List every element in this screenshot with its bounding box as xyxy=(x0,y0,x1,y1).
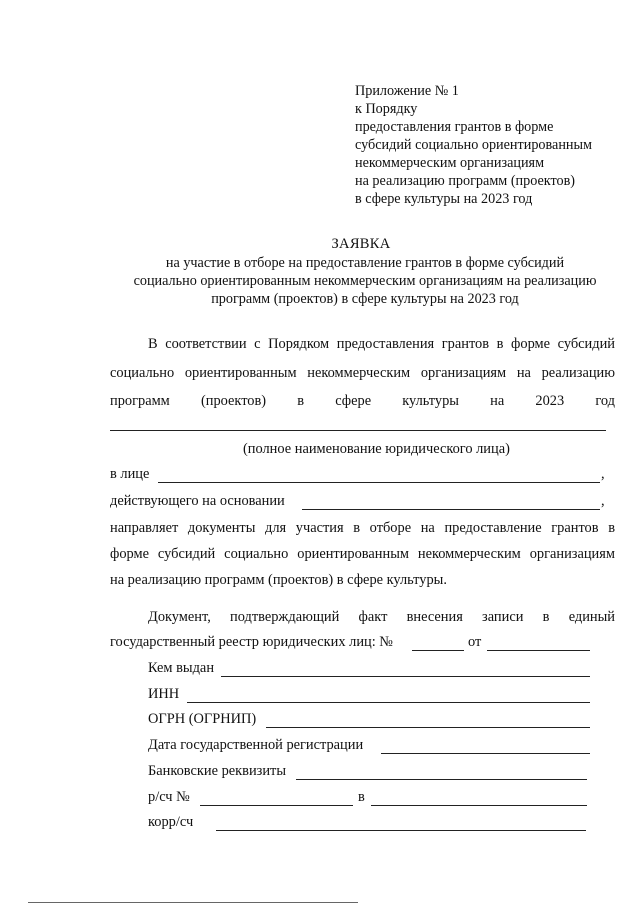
doc-line: государственный реестр юридических лиц: № xyxy=(110,634,394,650)
annex-line: Приложение № 1 xyxy=(355,83,459,99)
account-label: р/сч № xyxy=(148,789,190,805)
bank-details-label: Банковские реквизиты xyxy=(148,763,286,779)
intro-line: социально ориентированным некоммерческим организациям на реализацию xyxy=(110,365,615,381)
in-person-label: в лице xyxy=(110,466,150,482)
submits-line: форме субсидий социально ориентированным некоммерческим организациям xyxy=(110,546,615,562)
inn-field[interactable] xyxy=(187,702,590,703)
inn-label: ИНН xyxy=(148,686,180,702)
intro-line: программ (проектов) в сфере культуры на 2023 год xyxy=(110,393,615,409)
legal-name-field[interactable] xyxy=(110,430,606,431)
reg-date-field[interactable] xyxy=(381,753,590,754)
subtitle-line: на участие в отборе на предоставление грантов в форме субсидий xyxy=(165,255,565,271)
annex-block xyxy=(355,82,592,208)
issued-by-field[interactable] xyxy=(221,676,590,677)
doc-line: Документ, подтверждающий факт внесения записи в единый xyxy=(148,609,615,625)
subtitle-line: программ (проектов) в сфере культуры на 2023 год xyxy=(211,291,519,307)
submits-line: направляет документы для участия в отборе на предоставление грантов в xyxy=(110,520,615,536)
legal-name-caption: (полное наименование юридического лица) xyxy=(243,441,510,457)
registry-date-field[interactable] xyxy=(487,650,590,651)
annex-line: субсидий социально ориентированным xyxy=(355,137,593,153)
corr-account-field[interactable] xyxy=(216,830,586,831)
bank-details-field[interactable] xyxy=(296,779,587,780)
subtitle-line: социально ориентированным некоммерческим организациям на реализацию xyxy=(133,273,597,289)
annex-line: к Порядку xyxy=(355,101,418,117)
document-title: ЗАЯВКА xyxy=(331,236,391,252)
in-person-field[interactable] xyxy=(158,482,600,483)
comma: , xyxy=(601,466,605,482)
ogrn-field[interactable] xyxy=(266,727,590,728)
comma: , xyxy=(601,493,605,509)
corr-account-label: корр/сч xyxy=(148,814,194,830)
account-field[interactable] xyxy=(200,805,353,806)
annex-line: некоммерческим организациям xyxy=(355,155,545,171)
submits-line: на реализацию программ (проектов) в сфере культуры. xyxy=(110,572,447,588)
ogrn-label: ОГРН (ОГРНИП) xyxy=(148,711,257,727)
bank-name-field[interactable] xyxy=(371,805,587,806)
in-bank-label: в xyxy=(358,789,365,805)
document-subtitle xyxy=(100,254,630,308)
acting-basis-field[interactable] xyxy=(302,509,600,510)
annex-line: на реализацию программ (проектов) xyxy=(355,173,576,189)
footer-divider xyxy=(28,902,358,903)
acting-basis-label: действующего на основании xyxy=(110,493,285,509)
reg-date-label: Дата государственной регистрации xyxy=(148,737,364,753)
issued-by-label: Кем выдан xyxy=(148,660,215,676)
annex-line: предоставления грантов в форме xyxy=(355,119,554,135)
intro-line: В соответствии с Порядком предоставления грантов в форме субсидий xyxy=(148,336,615,352)
from-label: от xyxy=(468,634,482,650)
registry-number-field[interactable] xyxy=(412,650,464,651)
annex-line: в сфере культуры на 2023 год xyxy=(355,191,533,207)
